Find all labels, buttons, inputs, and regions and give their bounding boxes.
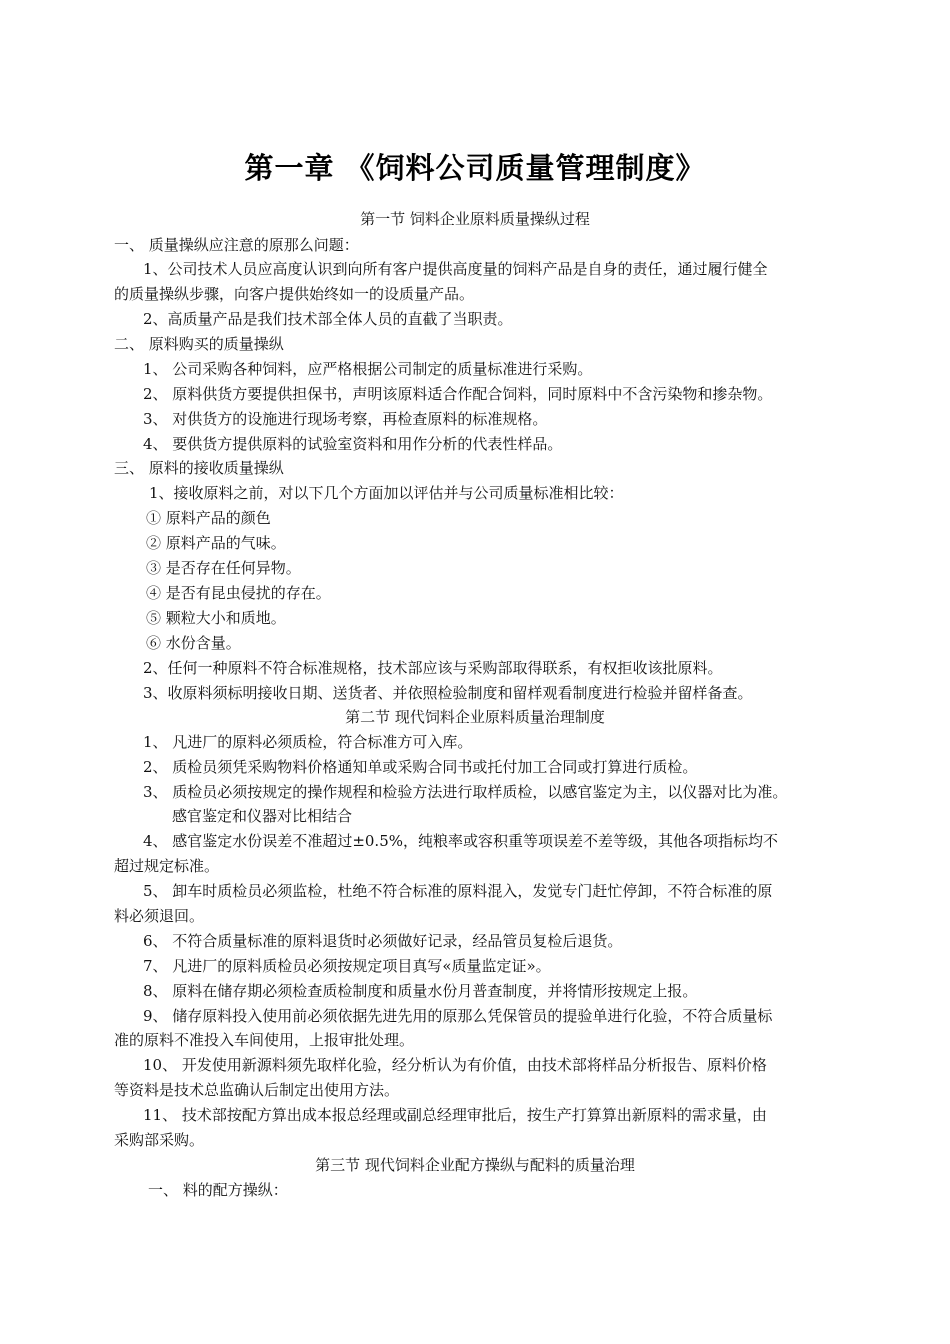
list-item-continuation: 感官鉴定和仪器对比相结合 (172, 807, 353, 825)
list-item-continuation: 料必须退回。 (114, 907, 205, 925)
check-item: ⑤ 颗粒大小和质地。 (146, 609, 286, 627)
list-item: 4、 要供货方提供原料的试验室资料和用作分析的代表性样品。 (143, 435, 563, 453)
list-item: 2、任何一种原料不符合标准规格，技术部应该与采购部取得联系，有权拒收该批原料。 (143, 659, 723, 677)
part-2-heading: 二、 原料购买的质量操纵 (114, 335, 284, 353)
list-item: 1、 凡进厂的原料必须质检，符合标准方可入库。 (143, 733, 473, 751)
section-1-heading: 第一节 饲料企业原料质量操纵过程 (360, 210, 590, 228)
list-item-continuation: 准的原料不准投入车间使用，上报审批处理。 (114, 1031, 415, 1049)
list-item: 7、 凡进厂的原料质检员必须按规定项目真写«质量监定证»。 (143, 957, 551, 975)
paragraph-line: 1、公司技术人员应高度认识到向所有客户提供高度量的饲料产品是自身的责任，通过履行健全 (143, 260, 768, 278)
section-2-heading: 第二节 现代饲料企业原料质量治理制度 (345, 708, 605, 726)
list-item: 11、 技术部按配方算出成本报总经理或副总经理审批后，按生产打算算出新原料的需求量，由 (143, 1106, 767, 1124)
section-3-heading: 第三节 现代饲料企业配方操纵与配料的质量治理 (315, 1156, 635, 1174)
check-item: ④ 是否有昆虫侵扰的存在。 (146, 584, 331, 602)
list-item: 3、 质检员必须按规定的操作规程和检验方法进行取样质检，以感官鉴定为主，以仪器对比为准。 (143, 783, 788, 801)
check-item: ① 原料产品的颜色 (146, 509, 271, 527)
list-item-continuation: 超过规定标准。 (114, 857, 220, 875)
list-item: 6、 不符合质量标准的原料退货时必须做好记录，经品管员复检后退货。 (143, 932, 623, 950)
part-1-heading: 一、 质量操纵应注意的原那么问题： (114, 236, 359, 254)
list-item: 1、接收原料之前，对以下几个方面加以评估并与公司质量标准相比较： (149, 484, 624, 502)
part-3-heading: 三、 原料的接收质量操纵 (114, 459, 284, 477)
list-item: 2、 质检员须凭采购物料价格通知单或采购合同书或托付加工合同或打算进行质检。 (143, 758, 698, 776)
list-item: 8、 原料在储存期必须检查质检制度和质量水份月普查制度，并将情形按规定上报。 (143, 982, 698, 1000)
list-item: 2、 原料供货方要提供担保书，声明该原料适合作配合饲料，同时原料中不含污染物和掺杂物。 (143, 385, 773, 403)
check-item: ⑥ 水份含量。 (146, 634, 241, 652)
paragraph-line: 2、高质量产品是我们技术部全体人员的直截了当职责。 (143, 310, 513, 328)
part-1-heading: 一、 料的配方操纵： (148, 1181, 288, 1199)
check-item: ③ 是否存在任何异物。 (146, 559, 301, 577)
list-item: 5、 卸车时质检员必须监检，杜绝不符合标准的原料混入，发觉专门赶忙停卸，不符合标准的原 (143, 882, 773, 900)
list-item: 9、 储存原料投入使用前必须依据先进先用的原那么凭保管员的提验单进行化验，不符合质量标 (143, 1007, 773, 1025)
list-item: 1、 公司采购各种饲料，应严格根据公司制定的质量标准进行采购。 (143, 360, 593, 378)
list-item: 4、 感官鉴定水份误差不准超过±0.5%，纯粮率或容积重等项误差不差等级，其他各项指标均不 (143, 832, 778, 850)
list-item-continuation: 等资料是技术总监确认后制定出使用方法。 (114, 1081, 400, 1099)
list-item-continuation: 采购部采购。 (114, 1131, 205, 1149)
chapter-title: 第一章 《饲料公司质量管理制度》 (244, 151, 706, 185)
paragraph-line: 的质量操纵步骤，向客户提供始终如一的设质量产品。 (114, 285, 475, 303)
list-item: 3、 对供货方的设施进行现场考察，再检查原料的标准规格。 (143, 410, 548, 428)
list-item: 3、收原料须标明接收日期、送货者、并依照检验制度和留样观看制度进行检验并留样备查。 (143, 684, 753, 702)
list-item: 10、 开发使用新源料须先取样化验，经分析认为有价值，由技术部将样品分析报告、原料价格 (143, 1056, 767, 1074)
check-item: ② 原料产品的气味。 (146, 534, 286, 552)
